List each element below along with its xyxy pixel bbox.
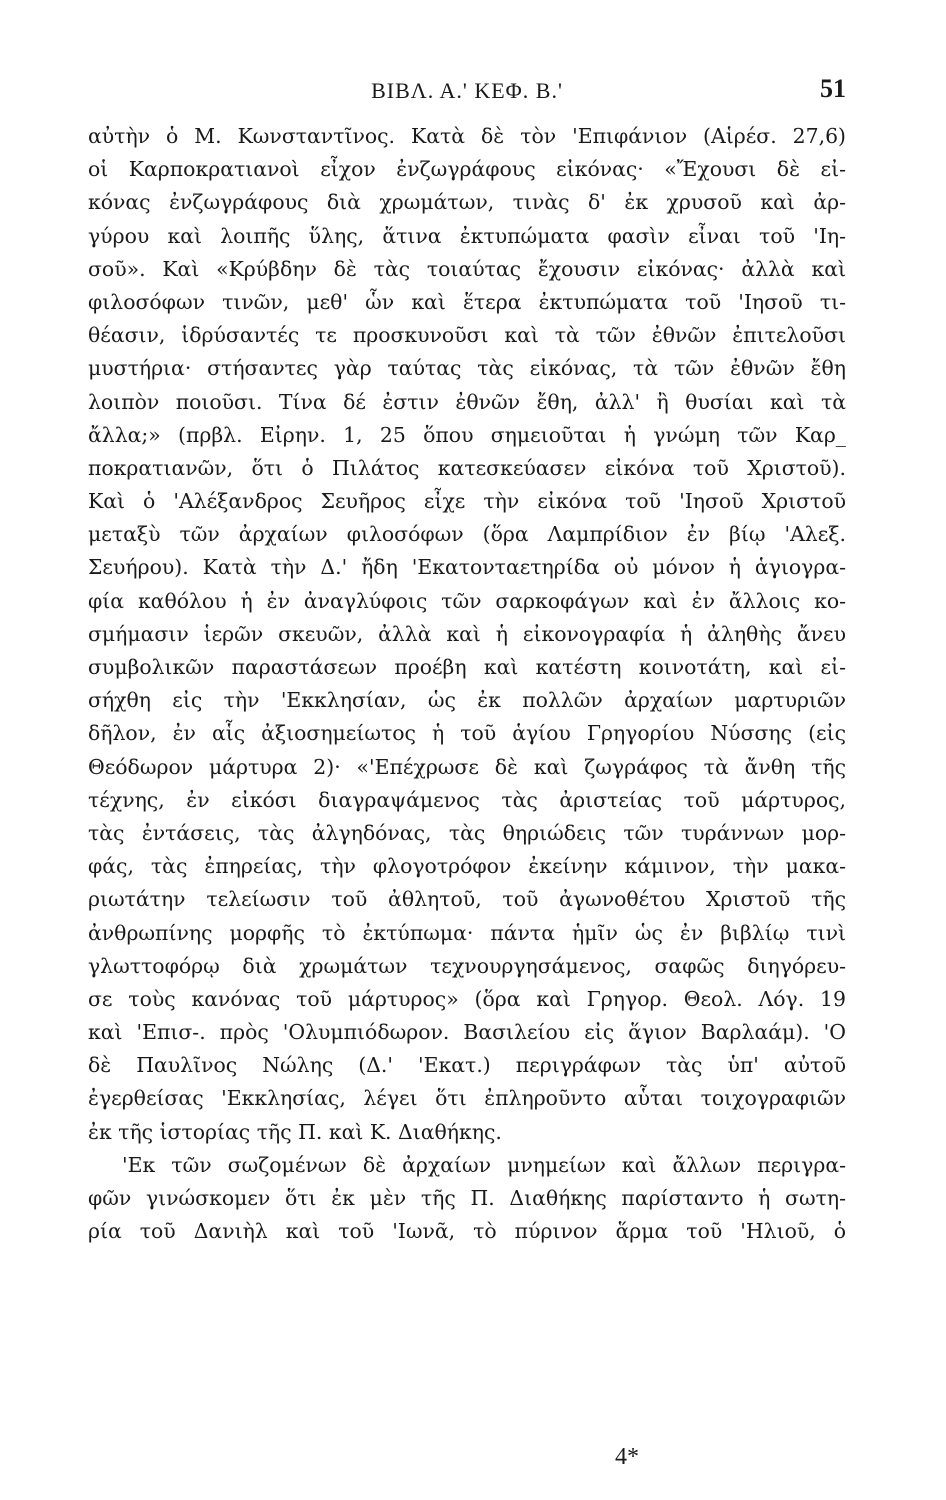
text-line: μεταξὺ τῶν ἀρχαίων φιλοσόφων (ὅρα Λαμπρίδιον ἐν βίῳ 'Αλεξ. [88, 522, 846, 547]
text-line: καὶ 'Επισ-. πρὸς 'Ολυμπιόδωρον. Βασιλείου εἰς ἅγιον Βαρλαάμ). 'Ο [88, 1020, 846, 1045]
running-head: ΒΙΒΛ. Α.' ΚΕΦ. Β.' [371, 78, 563, 103]
text-line: ἐγερθείσας 'Εκκλησίας, λέγει ὅτι ἐπληροῦντο αὗται τοιχογραφιῶν [88, 1086, 846, 1111]
text-line: ἐκ τῆς ἱστορίας τῆς Π. καὶ Κ. Διαθήκης. [88, 1119, 502, 1144]
text-line: δῆλον, ἐν αἷς ἀξιοσημείωτος ἡ τοῦ ἁγίου Γρηγορίου Νύσσης (εἰς [88, 721, 846, 746]
text-line: μυστήρια· στήσαντες γὰρ ταύτας τὰς εἰκόνας, τὰ τῶν ἐθνῶν ἔθη [88, 356, 846, 381]
page-number: 51 [820, 74, 846, 103]
text-line: γύρου καὶ λοιπῆς ὕλης, ἅτινα ἐκτυπώματα φασὶν εἶναι τοῦ 'Ιη- [88, 223, 846, 248]
text-line: φία καθόλου ἡ ἐν ἀναγλύφοις τῶν σαρκοφάγων καὶ ἐν ἄλλοις κο- [88, 588, 846, 613]
text-line: σε τοὺς κανόνας τοῦ μάρτυρος» (ὅρα καὶ Γρηγορ. Θεολ. Λόγ. 19 [88, 986, 846, 1011]
text-line: τέχνης, ἐν εἰκόσι διαγραψάμενος τὰς ἀριστείας τοῦ μάρτυρος, [88, 787, 846, 812]
text-line: τὰς ἐντάσεις, τὰς ἀλγηδόνας, τὰς θηριώδεις τῶν τυράννων μορ- [88, 820, 846, 845]
text-line: ἀνθρωπίνης μορφῆς τὸ ἐκτύπωμα· πάντα ἡμῖν ὡς ἐν βιβλίῳ τινὶ [88, 920, 846, 945]
text-line: Σευήρου). Κατὰ τὴν Δ.' ἤδη 'Εκατονταετηρίδα οὐ μόνον ἡ ἁγιογρα- [88, 555, 846, 580]
text-line: φιλοσόφων τινῶν, μεθ' ὧν καὶ ἕτερα ἐκτυπώματα τοῦ 'Ιησοῦ τι- [88, 289, 846, 314]
body-text [88, 120, 846, 1248]
text-line: γλωττοφόρῳ διὰ χρωμάτων τεχνουργησάμενος, σαφῶς διηγόρευ- [88, 953, 846, 978]
text-line: σοῦ». Καὶ «Κρύβδην δὲ τὰς τοιαύτας ἔχουσιν εἰκόνας· ἀλλὰ καὶ [88, 256, 846, 281]
text-line: Καὶ ὁ 'Αλέξανδρος Σευῆρος εἶχε τὴν εἰκόνα τοῦ 'Ιησοῦ Χριστοῦ [88, 489, 846, 514]
text-line: ριωτάτην τελείωσιν τοῦ ἀθλητοῦ, τοῦ ἀγωνοθέτου Χριστοῦ τῆς [88, 887, 846, 912]
text-line: φάς, τὰς ἐπηρείας, τὴν φλογοτρόφον ἐκείνην κάμινον, τὴν μακα- [88, 854, 846, 879]
text-line: φῶν γινώσκομεν ὅτι ἐκ μὲν τῆς Π. Διαθήκης παρίσταντο ἡ σωτη- [88, 1186, 846, 1210]
text-line: σήχθη εἰς τὴν 'Εκκλησίαν, ὡς ἐκ πολλῶν ἀρχαίων μαρτυριῶν [88, 688, 846, 713]
signature-mark: 4* [615, 1444, 639, 1470]
text-line: δὲ Παυλῖνος Νώλης (Δ.' 'Εκατ.) περιγράφων τὰς ὑπ' αὐτοῦ [88, 1053, 846, 1078]
text-line: σμήμασιν ἱερῶν σκευῶν, ἀλλὰ καὶ ἡ εἰκονογραφία ἡ ἀληθὴς ἄνευ [88, 621, 846, 646]
page-header [88, 74, 846, 114]
text-line: θέασιν, ἱδρύσαντές τε προσκυνοῦσι καὶ τὰ τῶν ἐθνῶν ἐπιτελοῦσι [88, 323, 846, 348]
text-line: κόνας ἐνζωγράφους διὰ χρωμάτων, τινὰς δ' ἐκ χρυσοῦ καὶ ἀρ- [88, 190, 846, 215]
text-line: λοιπὸν ποιοῦσι. Τίνα δέ ἐστιν ἐθνῶν ἔθη, ἀλλ' ἢ θυσίαι καὶ τὰ [88, 389, 846, 414]
text-line: συμβολικῶν παραστάσεων προέβη καὶ κατέστη κοινοτάτη, καὶ εἰ- [88, 655, 846, 679]
text-line: ποκρατιανῶν, ὅτι ὁ Πιλάτος κατεσκεύασεν εἰκόνα τοῦ Χριστοῦ). [88, 455, 846, 480]
text-line: ἄλλα;» (πρβλ. Εἰρην. 1, 25 ὅπου σημειοῦται ἡ γνώμη τῶν Καρ_ [88, 422, 846, 447]
text-line: Θεόδωρον μάρτυρα 2)· «'Επέχρωσε δὲ καὶ ζωγράφος τὰ ἄνθη τῆς [88, 754, 846, 779]
text-line: 'Εκ τῶν σωζομένων δὲ ἀρχαίων μνημείων καὶ ἄλλων περιγρα- [122, 1152, 846, 1177]
text-line: οἱ Καρποκρατιανοὶ εἶχον ἐνζωγράφους εἰκόνας· «Ἔχουσι δὲ εἰ- [88, 157, 846, 182]
text-line: αὐτὴν ὁ Μ. Κωνσταντῖνος. Κατὰ δὲ τὸν 'Επιφάνιον (Αἱρέσ. 27,6) [88, 124, 846, 148]
text-line: ρία τοῦ Δανιὴλ καὶ τοῦ 'Ιωνᾶ, τὸ πύρινον ἅρμα τοῦ 'Ηλιοῦ, ὁ [88, 1219, 846, 1244]
